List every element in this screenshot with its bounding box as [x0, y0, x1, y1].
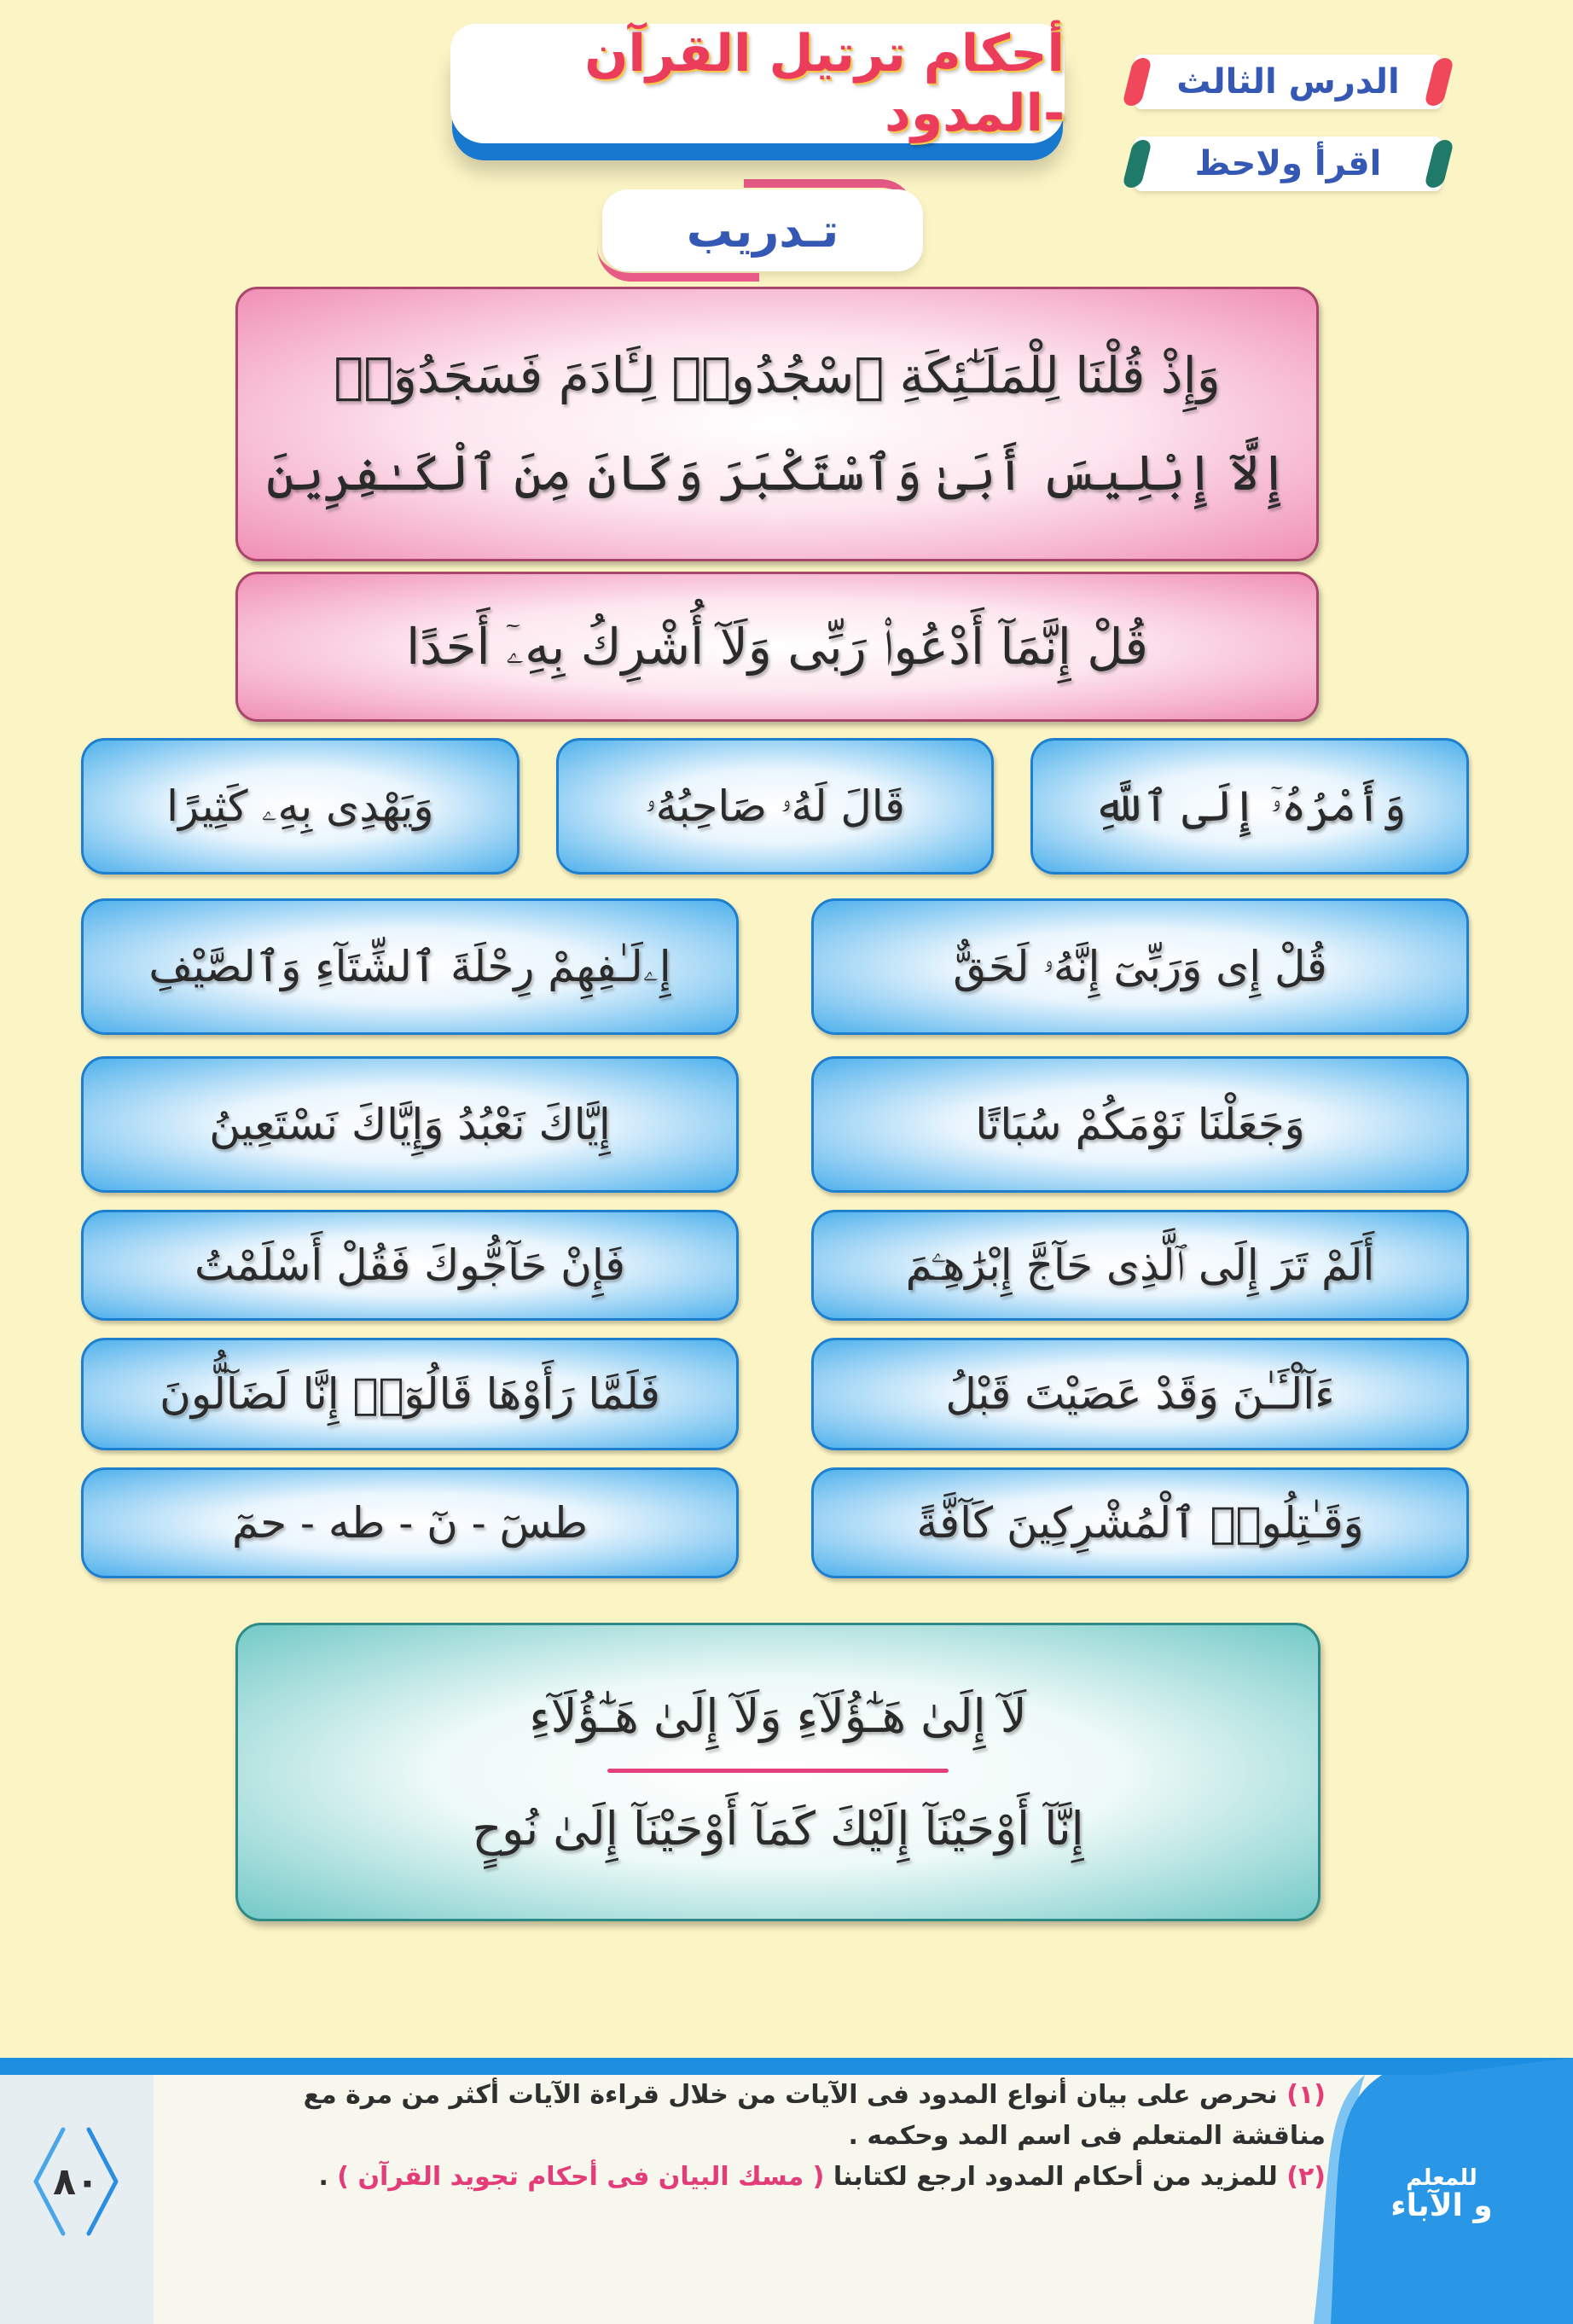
verse-row-6: [81, 1467, 1469, 1578]
note-2: [131, 2157, 1326, 2198]
audience-parents: و الآباء: [1390, 2188, 1493, 2224]
lesson-number-label: الدرس الثالث: [1176, 62, 1400, 102]
pink-divider: [607, 1769, 949, 1773]
verse-card: [811, 1210, 1469, 1321]
verse-text: طسٓ - نٓ - طه - حمٓ: [231, 1498, 589, 1548]
verse-text: قُلْ إِى وَرَبِّىٓ إِنَّهُۥ لَحَقٌّ: [953, 941, 1327, 991]
verse-row-4: [81, 1210, 1469, 1321]
verse-line: لَآ إِلَىٰ هَـٰٓؤُلَآءِ وَلَآ إِلَىٰ هَـٰٓؤُلَآءِ: [529, 1688, 1027, 1743]
verse-line: قُلْ إِنَّمَآ أَدْعُوا۟ رَبِّى وَلَآ أُشْرِكُ بِهِۦٓ أَحَدًا: [406, 617, 1148, 676]
verse-box-pink-2: [235, 572, 1319, 722]
verse-card: [811, 1338, 1469, 1450]
footer-top-bar: [0, 2058, 1573, 2075]
verse-text: قَالَ لَهُۥ صَاحِبُهُۥ: [645, 781, 905, 831]
verse-line: إِنَّآ أَوْحَيْنَآ إِلَيْكَ كَمَآ أَوْحَيْنَآ إِلَىٰ نُوحٍ: [472, 1801, 1084, 1856]
verse-card: [81, 1467, 739, 1578]
note-1-continued: [131, 2116, 1326, 2157]
verse-box-pink-1: [235, 287, 1319, 561]
note-1-text: نحرص على بيان أنواع المدود فى الآيات من خلال قراءة الآيات أكثر من مرة مع: [303, 2080, 1278, 2110]
verse-row-3: [81, 1056, 1469, 1193]
verse-card: [811, 1056, 1469, 1193]
note-1-text-cont: مناقشة المتعلم فى اسم المد وحكمه .: [848, 2121, 1326, 2151]
verse-card: [811, 898, 1469, 1035]
verse-card: [1030, 738, 1469, 874]
note-2-number: (٢): [1286, 2162, 1326, 2192]
verse-text: أَلَمْ تَرَ إِلَى ٱلَّذِى حَآجَّ إِبْرَٰهِـۧمَ: [905, 1240, 1375, 1290]
verse-line: إِلَّآ إِبْلِيسَ أَبَىٰ وَٱسْتَكْبَرَ وَكَانَ مِنَ ٱلْكَـٰفِرِينَ: [265, 444, 1289, 502]
teacher-notes: [131, 2075, 1326, 2198]
exercise-heading: [602, 189, 923, 271]
note-2-end: .: [318, 2162, 328, 2192]
lesson-title-banner: [450, 24, 1065, 143]
note-1-number: (١): [1286, 2080, 1326, 2110]
verse-box-teal: [235, 1623, 1321, 1921]
verse-text: وَقَـٰتِلُوا۟ ٱلْمُشْرِكِينَ كَآفَّةً: [916, 1498, 1364, 1548]
verse-row-2: [81, 898, 1469, 1035]
verse-card: [811, 1467, 1469, 1578]
verse-text: وَيَهْدِى بِهِۦ كَثِيرًا: [166, 781, 434, 831]
verse-text: وَأَمْرُهُۥٓ إِلَى ٱللَّهِ: [1093, 781, 1407, 831]
verse-text: إِۦلَـٰفِهِمْ رِحْلَةَ ٱلشِّتَآءِ وَٱلصَّيْفِ: [148, 941, 671, 991]
exercise-heading-label: تـدريب: [686, 203, 839, 258]
verse-card: [81, 738, 519, 874]
read-and-observe-label: اقرأ ولاحظ: [1194, 144, 1382, 183]
verse-card: [81, 1338, 739, 1450]
read-and-observe-tag: [1135, 137, 1442, 191]
page-number: ٨٠: [53, 2159, 99, 2204]
verse-card: [81, 898, 739, 1035]
verse-line: وَإِذْ قُلْنَا لِلْمَلَـٰٓئِكَةِ ٱسْجُدُوا۟ لِـَٔادَمَ فَسَجَدُوٓا۟: [334, 346, 1221, 404]
verse-card: [81, 1056, 739, 1193]
verse-card: [556, 738, 995, 874]
verse-text: فَإِنْ حَآجُّوكَ فَقُلْ أَسْلَمْتُ: [194, 1240, 626, 1290]
audience-teacher: للمعلم: [1406, 2165, 1477, 2191]
verse-text: فَلَمَّا رَأَوْهَا قَالُوٓا۟ إِنَّا لَضَآلُّونَ: [160, 1369, 660, 1419]
verse-row-1: [81, 738, 1469, 874]
verse-text: ءَآلْـَٔـٰنَ وَقَدْ عَصَيْتَ قَبْلُ: [945, 1369, 1335, 1419]
page-number-badge: [29, 2126, 123, 2237]
lesson-number-tag: [1135, 55, 1442, 109]
verse-text: إِيَّاكَ نَعْبُدُ وَإِيَّاكَ نَسْتَعِينُ: [209, 1100, 611, 1149]
note-1: [131, 2075, 1326, 2116]
note-2-text: للمزيد من أحكام المدود ارجع لكتابنا: [833, 2162, 1278, 2192]
audience-label: [1365, 2167, 1518, 2222]
verse-card: [81, 1210, 739, 1321]
verse-text: وَجَعَلْنَا نَوْمَكُمْ سُبَاتًا: [975, 1100, 1305, 1149]
book-reference: ( مسك البيان فى أحكام تجويد القرآن ): [337, 2162, 825, 2192]
verse-row-5: [81, 1338, 1469, 1450]
lesson-title: أحكام ترتيل القرآن -المدود: [584, 24, 1065, 143]
